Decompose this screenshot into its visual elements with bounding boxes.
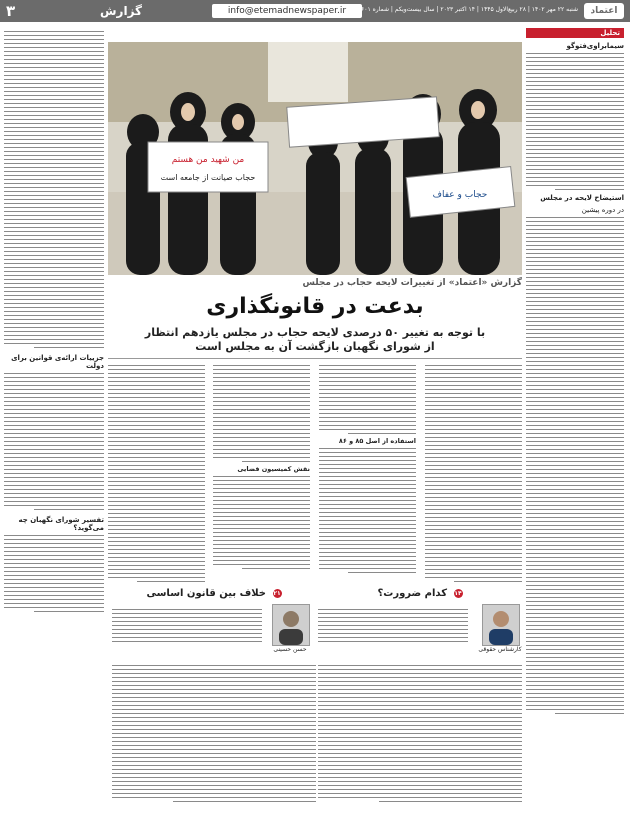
dateline: شنبه ۲۲ مهر ۱۴۰۲ | ۲۸ ربیع‌الاول ۱۴۴۵ | ۱۴ اکتبر ۲۰۲۳ | سال بیست‌ویکم | شماره ۵۶۰۱	[357, 6, 578, 13]
deck-line-1: با توجه به تغییر ۵۰ درصدی لایحه حجاب در مجلس یازدهم انتظار	[144, 326, 486, 339]
protest-photo	[108, 42, 522, 275]
right-column-text-top	[526, 53, 624, 190]
article-deck	[108, 326, 522, 354]
body-column-4	[108, 362, 205, 584]
sign-text-2: حجاب صیانت از جامعه است	[160, 173, 256, 182]
left-column	[4, 28, 104, 814]
opinion-body-right	[318, 662, 522, 805]
author-name-right: کارشناس حقوقی	[478, 646, 522, 653]
opinion-title-left	[112, 588, 316, 599]
sign-text-3: حجاب و عفاف	[432, 190, 488, 200]
divider	[108, 358, 522, 359]
body-subhead-1: استفاده از اصل ۸۵ و ۸۶	[338, 437, 416, 445]
article-headline: بدعت در قانونگذاری	[206, 294, 424, 319]
opinion-box-left	[112, 586, 316, 814]
author-name-left: حسن حسینی	[273, 646, 307, 653]
right-column-text-bottom	[526, 217, 624, 714]
opinion-title-right-text: کدام ضرورت؟	[377, 588, 448, 599]
body-column-2	[319, 362, 416, 584]
right-column-title: سیمابراوی‌فتوگو	[566, 42, 624, 50]
page-number: ۳	[6, 2, 16, 20]
email-link[interactable]: info@etemadnewspaper.ir	[212, 4, 362, 18]
left-column-text-bottom	[4, 535, 104, 612]
section-label: گزارش	[100, 4, 143, 18]
opinion-body-left-top	[112, 606, 262, 645]
right-column-subhead-2: در دوره پیشین	[581, 206, 624, 214]
author-photo-right	[482, 604, 520, 646]
opinion-title-right	[318, 588, 522, 599]
body-column-3	[213, 362, 310, 584]
body-column-1	[425, 362, 522, 584]
article-kicker: گزارش «اعتماد» از تغییرات لایحه حجاب در مجلس	[302, 278, 522, 288]
deck-line-2: از شورای نگهبان بازگشت آن به مجلس است	[195, 340, 435, 353]
opinion-body-right-top	[318, 606, 468, 645]
left-column-text-top	[4, 31, 104, 348]
opinion-number-left: ۲۱	[273, 589, 281, 597]
right-column	[526, 28, 624, 814]
sign-text-1: من شهید من هستم	[171, 155, 245, 165]
section-tag: تحلیل	[526, 28, 624, 38]
opinion-box-right	[318, 586, 522, 814]
opinion-number-right: ۱۴	[454, 589, 462, 597]
author-photo-left	[272, 604, 310, 646]
opinion-title-left-text: خلاف بین قانون اساسی	[146, 588, 267, 599]
header-bar	[0, 0, 630, 22]
opinion-body-left	[112, 662, 316, 805]
left-column-text-mid	[4, 373, 104, 510]
left-column-subhead-2: تفسیر شورای نگهبان چه می‌گوید؟	[18, 516, 104, 532]
newspaper-logo: اعتماد	[584, 3, 624, 19]
article-body	[108, 362, 522, 584]
protest-sign-left	[148, 142, 268, 192]
right-column-subhead: استیضاح لایحه در مجلس	[540, 194, 624, 202]
left-column-subhead-1: جزییات ارائه‌ی قوانین برای دولت	[11, 354, 104, 370]
body-subhead-2: نقش کمیسیون قضایی	[237, 465, 310, 473]
